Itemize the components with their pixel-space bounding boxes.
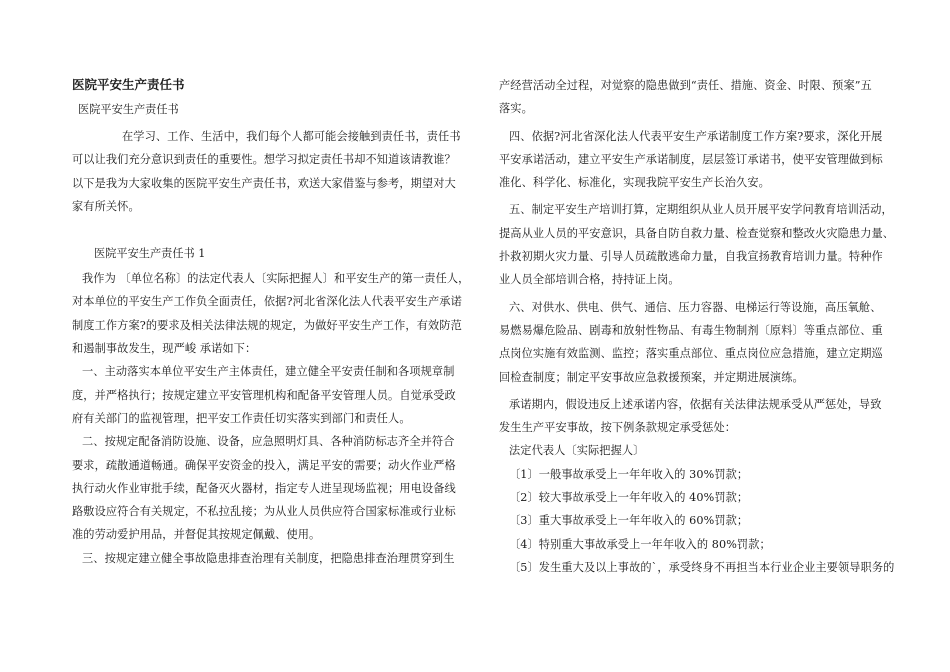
paragraph-line: 五、制定平安生产培训打算，定期组织从业人员开展平安学问教育培训活动， bbox=[509, 203, 893, 217]
paragraph-line: 府有关部门的监视管理，把平安工作责任切实落实到部门和责任人。 bbox=[72, 411, 411, 425]
intro-line: 以下是我为大家收集的医院平安生产责任书，欢送大家借鉴与参考，期望对大 bbox=[72, 176, 456, 190]
paragraph-line: 提高从业人员的平安意识，具备自防自救力量、检查觉察和整改火灾隐患力量、 bbox=[499, 226, 895, 240]
paragraph-item-3 bbox=[72, 547, 472, 570]
penalty-item: 〔4〕特别重大事故承受上一年年收入的 80%罚款； bbox=[509, 537, 771, 551]
right-column bbox=[499, 74, 895, 579]
paragraph-line: 度，并严格执行；按规定建立平安管理机构和配备平安管理人员。自觉承受政 bbox=[72, 388, 456, 402]
paragraph-line: 六、对供水、供电、供气、通信、压力容器、电梯运行等设施，高压氧舱、 bbox=[509, 300, 882, 314]
paragraph-line: 落实。 bbox=[499, 102, 533, 116]
paragraph-line: 承诺期内，假设违反上述承诺内容，依据有关法律法规承受从严惩处，导致 bbox=[509, 397, 882, 411]
spacer bbox=[72, 218, 472, 242]
penalty-item: 〔5〕发生重大及以上事故的`，承受终身不再担当本行业企业主要领导职务的 bbox=[509, 560, 895, 574]
paragraph-line: 扑救初期火灾力量、引导人员疏散逃命力量，自我宣扬教育培训力量。特种作 bbox=[499, 250, 883, 264]
paragraph-item-4 bbox=[499, 125, 889, 195]
paragraph-line: 易燃易爆危险品、剧毒和放射性物品、有毒生物制剂〔原料〕等重点部位、重 bbox=[499, 323, 883, 337]
section-title: 医院平安生产责任书 1 bbox=[94, 247, 206, 261]
paragraph-item-1 bbox=[72, 360, 472, 430]
penalty-item: 〔2〕较大事故承受上一年年收入的 40%罚款； bbox=[509, 491, 749, 505]
paragraph-line: 业人员全部培训合格，持持证上岗。 bbox=[499, 273, 680, 287]
paragraph-line: 路敷设应符合有关规定，不私拉乱接；为从业人员供应符合国家标准或行业标 bbox=[72, 505, 456, 519]
paragraph-line: 准的劳动爱护用品，并督促其按规定佩戴、使用。 bbox=[72, 528, 321, 542]
intro-line: 可以让我们充分意识到责任的重要性。想学习拟定责任书却不知道该请教谁？ bbox=[72, 153, 456, 167]
paragraph-line: 发生生产平安事故，按下例条款规定承受惩处： bbox=[499, 421, 737, 435]
left-column bbox=[72, 74, 472, 570]
paragraph-commitment bbox=[72, 267, 472, 360]
paragraph-line: 点岗位实施有效监测、监控；落实重点部位、重点岗位应急措施，建立定期巡 bbox=[499, 347, 883, 361]
document-title: 医院平安生产责任书 bbox=[72, 77, 185, 92]
penalty-list bbox=[499, 463, 895, 579]
paragraph-line: 执行动火作业审批手续，配备灭火器材，指定专人进呈现场监视；用电设备线 bbox=[72, 481, 456, 495]
paragraph-item-2 bbox=[72, 430, 472, 546]
paragraph-line: 二、按规定配备消防设施、设备，应急照明灯具、各种消防标志齐全并符合 bbox=[82, 435, 455, 449]
paragraph-penalty-intro bbox=[499, 393, 889, 440]
paragraph-line: 产经营活动全过程，对觉察的隐患做到“责任、措施、资金、时限、预案”五 bbox=[499, 79, 872, 92]
paragraph-line: 对本单位的平安生产工作负全面责任，依据?河北省深化法人代表平安生产承诺 bbox=[72, 295, 462, 309]
paragraph-line: 平安承诺活动，建立平安生产承诺制度，层层签订承诺书，使平安管理做到标 bbox=[499, 152, 883, 166]
penalty-item: 〔3〕重大事故承受上一年年收入的 60%罚款； bbox=[509, 514, 749, 528]
paragraph-item-5 bbox=[499, 198, 895, 291]
intro-line: 在学习、工作、生活中，我们每个人都可能会接触到责任书，责任书 bbox=[122, 130, 461, 143]
paragraph-line: 我作为 〔单位名称〕的法定代表人〔实际把握人〕和平安生产的第一责任人， bbox=[82, 272, 470, 286]
paragraph-line: 回检查制度；制定平安事故应急救援预案，并定期进展演练。 bbox=[499, 370, 804, 384]
paragraph-line: 一、主动落实本单位平安生产主体责任，建立健全平安责任制和各项规章制 bbox=[82, 365, 455, 379]
paragraph-item-3-cont bbox=[499, 74, 889, 121]
intro-line: 家有所关怀。 bbox=[72, 199, 140, 213]
penalty-item: 〔1〕一般事故承受上一年年收入的 30%罚款； bbox=[509, 467, 749, 481]
paragraph-line: 要求，疏散通道畅通。确保平安资金的投入，满足平安的需要；动火作业严格 bbox=[72, 458, 456, 472]
penalty-header: 法定代表人〔实际把握人〕 bbox=[509, 444, 645, 458]
paragraph-line: 制度工作方案?的要求及相关法律法规的规定，为做好平安生产工作，有效防范 bbox=[72, 318, 462, 332]
paragraph-line: 准化、科学化、标准化，实现我院平安生产长治久安。 bbox=[499, 176, 770, 190]
document-subtitle: 医院平安生产责任书 bbox=[78, 103, 179, 116]
paragraph-line: 和遏制事故发生，现严峻 承诺如下： bbox=[72, 342, 257, 356]
paragraph-line: 四、依据?河北省深化法人代表平安生产承诺制度工作方案?要求，深化开展 bbox=[509, 129, 883, 143]
paragraph-line: 三、按规定建立健全事故隐患排查治理有关制度，把隐患排查治理贯穿到生 bbox=[82, 551, 455, 565]
paragraph-item-6 bbox=[499, 296, 889, 389]
intro-paragraph bbox=[72, 125, 472, 218]
